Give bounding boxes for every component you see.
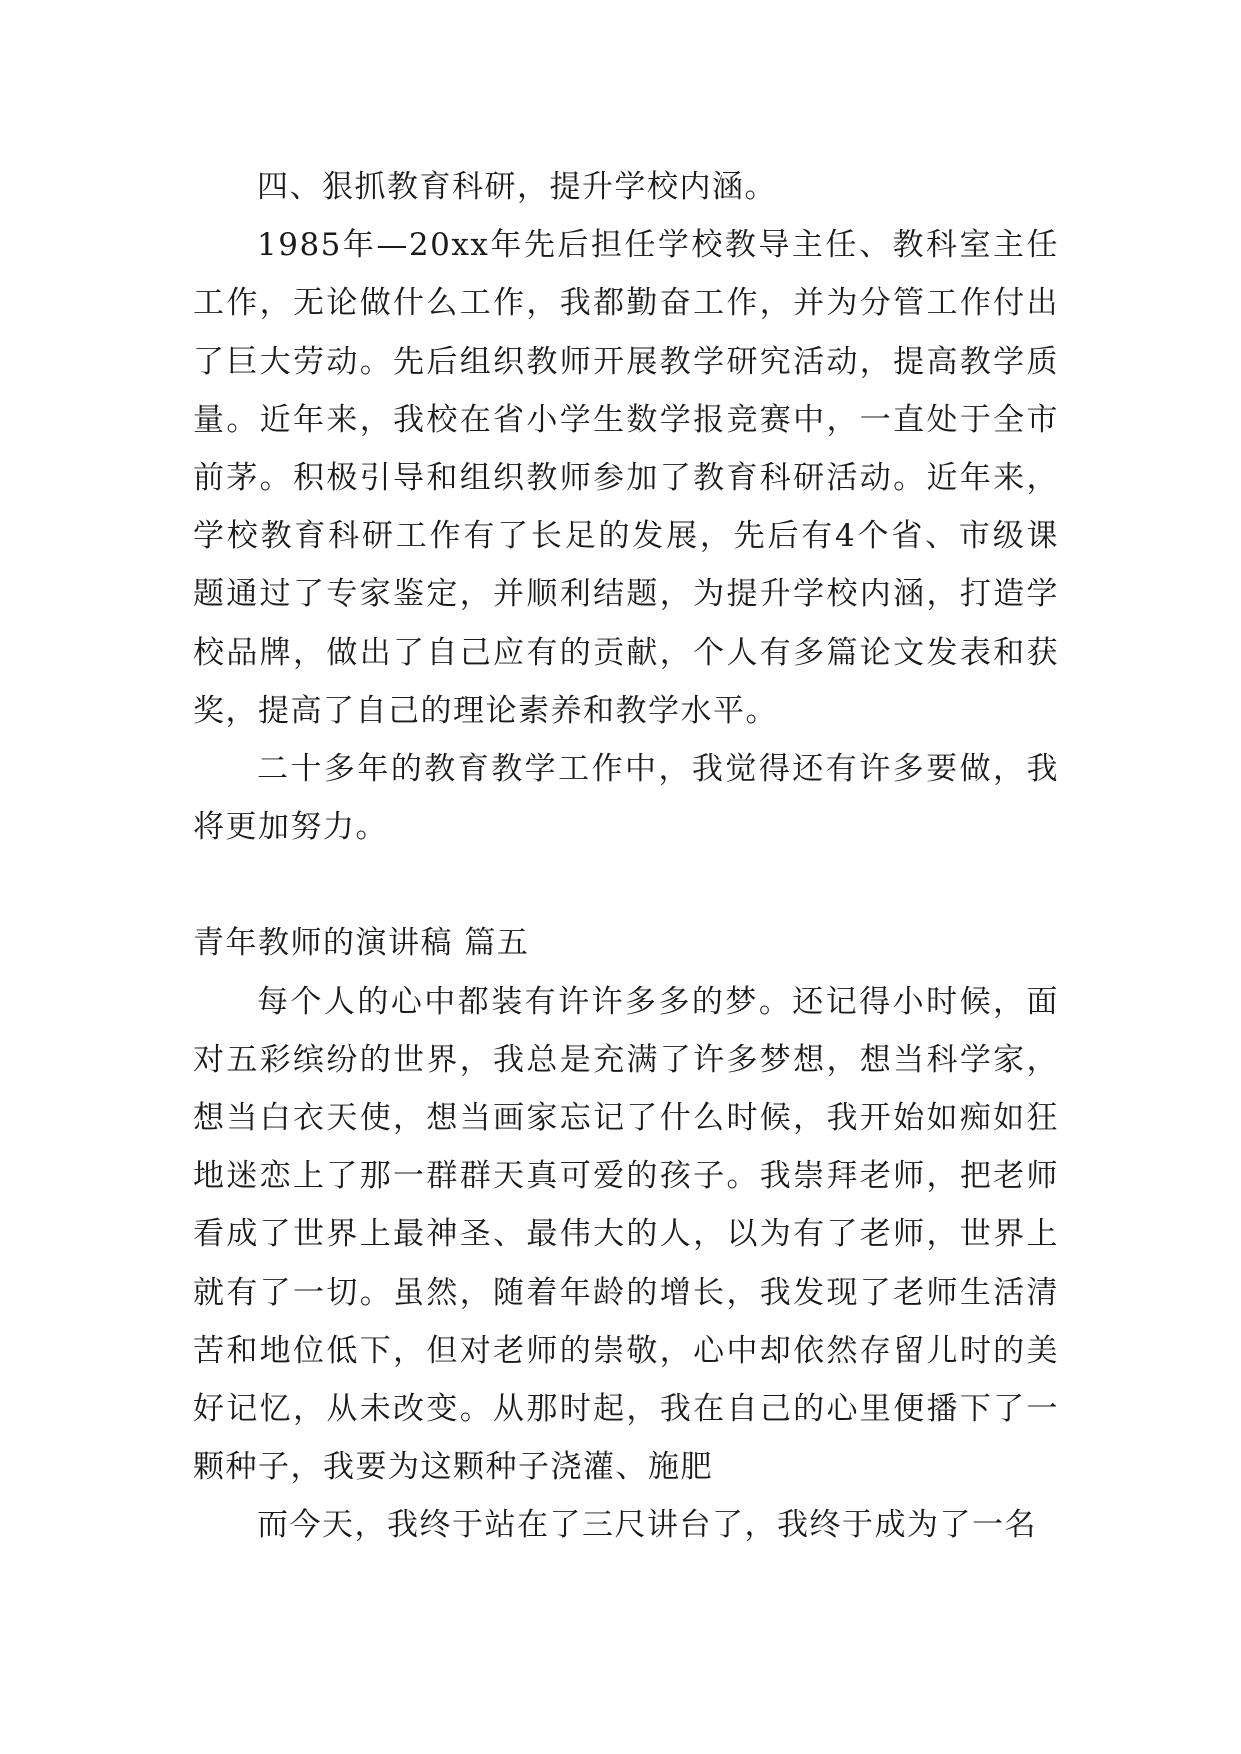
paragraph: 每个人的心中都装有许许多多的梦。还记得小时候，面对五彩缤纷的世界，我总是充满了许多梦想，想当科学家，想当白衣天使，想当画家忘记了什么时候，我开始如痴如狂地迷恋上了那一群群天真可爱的孩子。我崇拜老师，把老师看成了世界上最神圣、最伟大的人，以为有了老师，世界上就有了一切。虽然，随着年龄的增长，我发现了老师生活清苦和地位低下，但对老师的崇敬，心中却依然存留儿时的美好记忆，从未改变。从那时起，我在自己的心里便播下了一颗种子，我要为这颗种子浇灌、施肥 (193, 983, 1059, 1486)
blank-line (193, 856, 1059, 914)
paragraph: 1985年—20xx年先后担任学校教导主任、教科室主任工作，无论做什么工作，我都勤奋工作，并为分管工作付出了巨大劳动。先后组织教师开展教学研究活动，提高教学质量。近年来，我校在省小学生数学报竞赛中，一直处于全市前茅。积极引导和组织教师参加了教育科研活动。近年来，学校教育科研工作有了长足的发展，先后有4个省、市级课题通过了专家鉴定，并顺利结题，为提升学校内涵，打造学校品牌，做出了自己应有的贡献，个人有多篇论文发表和获奖，提高了自己的理论素养和教学水平。 (193, 227, 1059, 729)
document-body (193, 158, 1059, 1555)
section-title: 四、狠抓教育科研，提升学校内涵。 (257, 169, 777, 205)
paragraph: 二十多年的教育教学工作中，我觉得还有许多要做，我将更加努力。 (193, 751, 1059, 846)
paragraph: 而今天，我终于站在了三尺讲台了，我终于成为了一名 (257, 1507, 1037, 1544)
speech-heading: 青年教师的演讲稿 篇五 (193, 925, 530, 962)
